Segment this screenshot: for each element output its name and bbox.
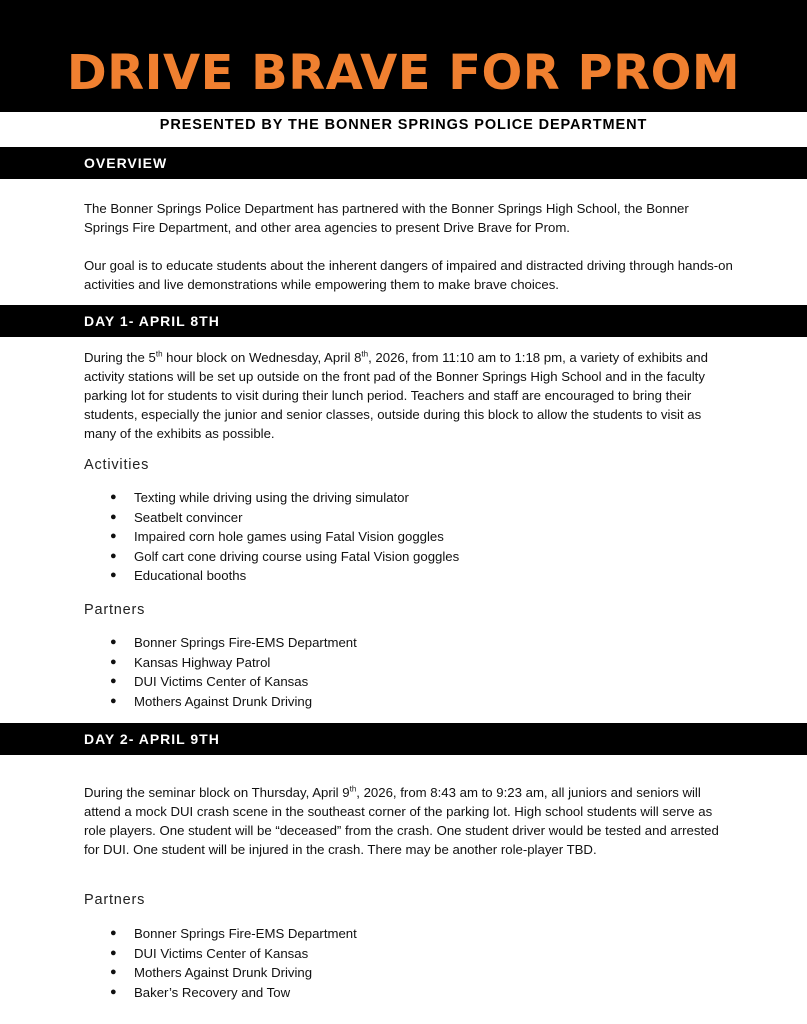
overview-heading: OVERVIEW — [84, 155, 168, 171]
list-item: ● Seatbelt convincer — [84, 508, 459, 528]
list-item: ● DUI Victims Center of Kansas — [84, 672, 357, 692]
list-item: ● Educational booths — [84, 566, 459, 586]
bullet-icon: ● — [110, 655, 117, 668]
day1-sup-2: th — [361, 349, 369, 359]
list-item: ● Mothers Against Drunk Driving — [84, 692, 357, 712]
list-item: ● Golf cart cone driving course using Fatal Vision goggles — [84, 547, 459, 567]
list-item: ● Texting while driving using the driving simulator — [84, 488, 459, 508]
day2-text-b: , 2026, from 8:43 am to 9:23 am, all juniors and seniors will attend a mock DUI crash scene in the southeast corner of the parking lot. High school students will serve as role players. One student will be “deceased” from the crash. One student driver would be tested and arrested for DUI. One student will be injured in the crash. There may be another role-player TBD. — [84, 785, 719, 857]
list-item: ● Bonner Springs Fire-EMS Department — [84, 924, 357, 944]
list-item: ● Kansas Highway Patrol — [84, 653, 357, 673]
day1-heading: DAY 1- APRIL 8TH — [84, 313, 220, 329]
bullet-icon: ● — [110, 966, 117, 978]
day2-sup: th — [349, 784, 357, 794]
day2-partners-heading: Partners — [84, 892, 146, 908]
bullet-icon: ● — [110, 985, 117, 998]
bullet-icon: ● — [110, 946, 117, 959]
overview-paragraph-1: The Bonner Springs Police Department has partnered with the Bonner Springs High School, the Bonner Springs Fire Department, and other area agencies to present Drive Brave for Prom. — [84, 201, 689, 235]
bullet-icon: ● — [110, 510, 117, 523]
document-subtitle: PRESENTED BY THE BONNER SPRINGS POLICE DEPARTMENT — [159, 117, 648, 133]
day1-partners-list — [84, 633, 357, 711]
day2-text-a: During the seminar block on Thursday, April 9 — [84, 785, 350, 800]
day1-text-a: During the 5 — [84, 350, 156, 365]
overview-paragraph-2: Our goal is to educate students about the inherent dangers of impaired and distracted driving through hands-on activities and live demonstrations while empowering them to make brave choices. — [84, 258, 733, 292]
day1-activities-heading: Activities — [84, 457, 150, 473]
day1-text-b: hour block on Wednesday, April 8 — [162, 350, 362, 365]
day2-heading: DAY 2- APRIL 9TH — [84, 731, 220, 747]
overview-section-bar — [0, 147, 807, 179]
day1-paragraph — [84, 348, 734, 443]
bullet-icon: ● — [110, 491, 117, 503]
list-item: ● Bonner Springs Fire-EMS Department — [84, 633, 357, 653]
day1-activities-list — [84, 488, 459, 586]
bullet-icon: ● — [110, 927, 117, 939]
day1-sup-1: th — [155, 349, 163, 359]
list-item: ● Impaired corn hole games using Fatal Vision goggles — [84, 527, 459, 547]
day1-partners-heading: Partners — [84, 602, 146, 618]
bullet-icon: ● — [110, 549, 117, 562]
bullet-icon: ● — [110, 675, 117, 687]
day1-section-bar — [0, 305, 807, 337]
list-item: ● Mothers Against Drunk Driving — [84, 963, 357, 983]
bullet-icon: ● — [110, 636, 117, 648]
day2-section-bar — [0, 723, 807, 755]
day2-partners-list — [84, 924, 357, 1002]
bullet-icon: ● — [110, 694, 117, 707]
day2-paragraph — [84, 783, 734, 859]
bullet-icon: ● — [110, 530, 117, 542]
list-item: ● Baker’s Recovery and Tow — [84, 983, 357, 1003]
document-title: DRIVE BRAVE FOR PROM — [66, 45, 741, 101]
bullet-icon: ● — [110, 569, 117, 581]
list-item: ● DUI Victims Center of Kansas — [84, 944, 357, 964]
day1-text-c: , 2026, from 11:10 am to 1:18 pm, a variety of exhibits and activity stations will be set up outside on the front pad of the Bonner Springs High School and in the faculty parking lot for students to visit during their lunch period. Teachers and staff are encouraged to bring their students, especially the junior and senior classes, outside during this block to allow the students to visit as many of the exhibits as possible. — [84, 350, 708, 441]
